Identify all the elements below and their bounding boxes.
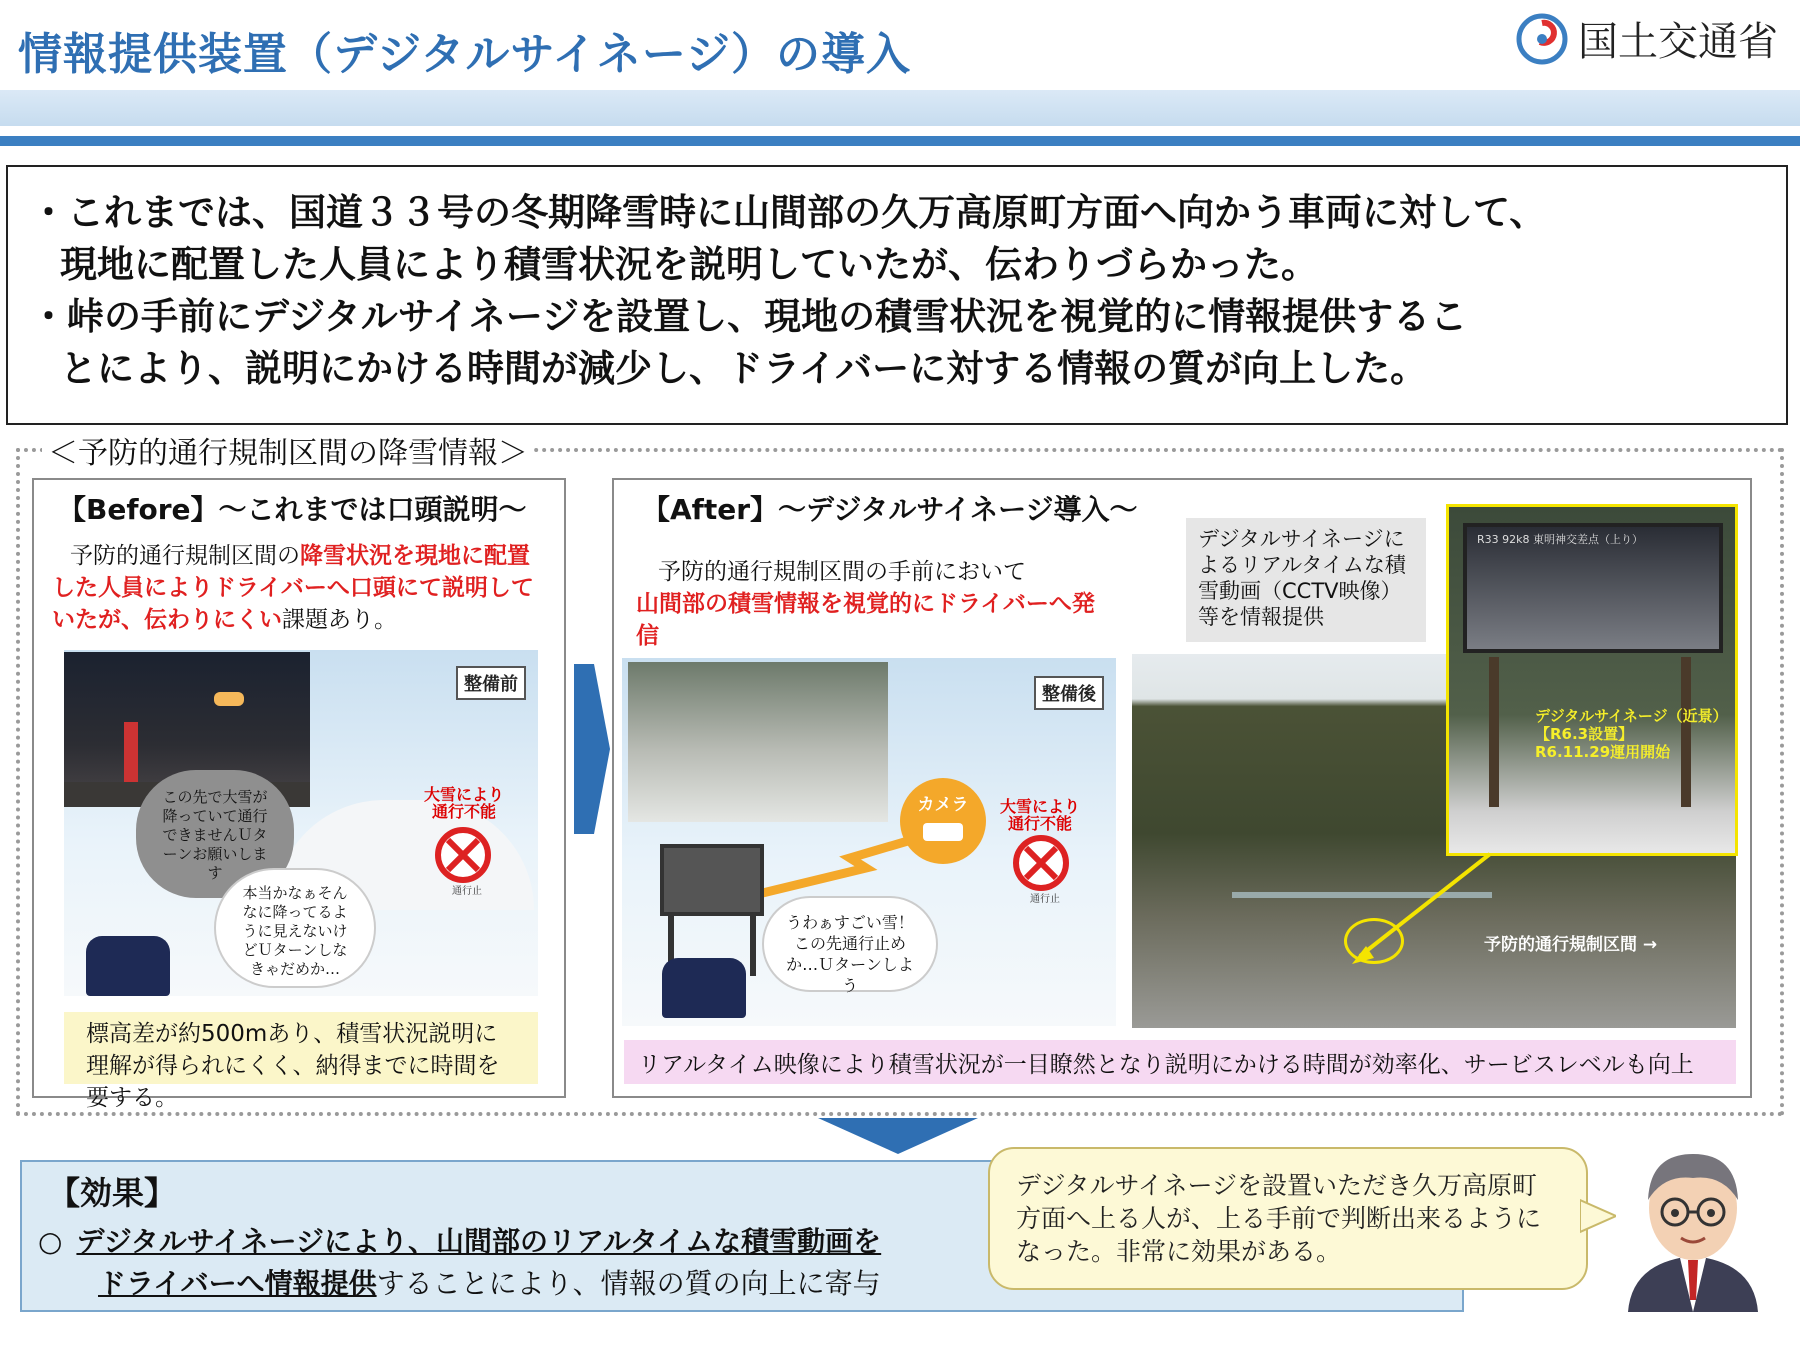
camera-icon xyxy=(923,823,963,841)
after-description xyxy=(636,556,1116,652)
signal-lightning-icon xyxy=(740,832,920,902)
before-sign-text: 大雪により通行不能 xyxy=(424,785,505,821)
summary-box xyxy=(6,165,1788,425)
before-text-red: 降雪状況を現地に配置した人員によりドライバーへ口頭にて説明していたが、伝わりにくい xyxy=(52,543,534,633)
signage-caption xyxy=(1535,707,1728,761)
effect-line2-bold: ドライバーへ情報提供 xyxy=(98,1267,377,1300)
driver-thought-bubble xyxy=(762,896,938,995)
bubble-tail xyxy=(1580,1196,1616,1236)
effect-mark: ○ xyxy=(38,1225,63,1258)
after-scene-illustration xyxy=(622,658,1116,1026)
summary-line: ・峠の手前にデジタルサイネージを設置し、現地の積雪状況を視覚的に情報提供するこ xyxy=(30,295,1468,338)
road-closed-sign-icon xyxy=(434,826,492,884)
summary-line: 現地に配置した人員により積雪状況を説明していたが、伝わりづらかった。 xyxy=(60,243,1318,286)
road-closed-sign-icon xyxy=(1012,834,1070,892)
snow-road-photo xyxy=(628,662,888,822)
signage-caption-2: 【R6.3設置】 xyxy=(1535,725,1634,743)
page-title: 情報提供装置（デジタルサイネージ）の導入 xyxy=(18,29,911,80)
car-shape xyxy=(662,958,746,1018)
header-rule xyxy=(0,136,1800,146)
before-note: 標高差が約500mあり、積雪状況説明に理解が得られにくく、納得までに時間を要する。 xyxy=(64,1012,538,1084)
after-info-box: デジタルサイネージによるリアルタイムな積雪動画（CCTV映像）等を情報提供 xyxy=(1186,518,1426,642)
after-text-lead: 予防的通行規制区間の手前において xyxy=(658,559,1026,585)
driver-thought-bubble xyxy=(214,868,376,988)
section-label: ＜予防的通行規制区間の降雪情報＞ xyxy=(42,428,534,472)
after-text-red: 山間部の積雪情報を視覚的にドライバーへ発信 xyxy=(636,591,1095,649)
pointer-line xyxy=(1340,850,1500,970)
after-driver-text: うわぁすごい雪！この先通行止めか…Ｕターンしよう xyxy=(786,913,914,995)
signage-screen xyxy=(1463,523,1723,653)
before-sign-small: 通行止 xyxy=(452,886,482,897)
after-sign-small: 通行止 xyxy=(1030,894,1060,905)
signage-closeup-photo xyxy=(1446,504,1738,856)
driver-thought-text: 本当かなぁそんなに降ってるように見えないけどＵターンしなきゃだめか… xyxy=(242,884,348,978)
summary-line: ・これまでは、国道３３号の冬期降雪時に山間部の久万高原町方面へ向かう車両に対して、 xyxy=(30,191,1547,234)
after-heading: 【After】～デジタルサイネージ導入～ xyxy=(642,493,1138,526)
before-scene-label: 整備前 xyxy=(456,666,526,700)
comment-bubble xyxy=(988,1147,1588,1290)
signage-caption-1: デジタルサイネージ（近景） xyxy=(1535,707,1728,725)
car-shape xyxy=(86,936,170,996)
effect-line2-tail: することにより、情報の質の向上に寄与 xyxy=(376,1267,881,1300)
official-avatar xyxy=(1618,1140,1768,1312)
after-scene-label: 整備後 xyxy=(1034,676,1104,710)
road-label: 予防的通行規制区間 → xyxy=(1484,935,1658,955)
effect-line-2 xyxy=(98,1262,881,1306)
signage-caption-3: R6.11.29運用開始 xyxy=(1535,743,1671,761)
effect-line-1 xyxy=(38,1220,881,1264)
right-arrow-icon xyxy=(574,664,610,834)
ministry-logo xyxy=(1516,10,1778,67)
header-band xyxy=(0,90,1800,126)
mlit-emblem-icon xyxy=(1516,13,1568,65)
before-description xyxy=(52,540,552,636)
after-sign-text: 大雪により通行不能 xyxy=(1000,797,1081,833)
staff-speech-text: この先で大雪が降っていて通行できませんＵターンお願いします xyxy=(162,788,268,882)
official-avatar-icon xyxy=(1618,1140,1768,1312)
before-text-lead: 予防的通行規制区間の xyxy=(70,543,300,569)
down-arrow-icon xyxy=(818,1118,978,1154)
effect-heading: 【効果】 xyxy=(48,1174,177,1212)
camera-label: カメラ xyxy=(917,795,969,815)
signage-screen-text: R33 92k8 東明神交差点（上り） xyxy=(1477,533,1643,546)
effect-line1-bold: デジタルサイネージにより、山間部のリアルタイムな積雪動画を xyxy=(76,1225,882,1258)
after-note: リアルタイム映像により積雪状況が一目瞭然となり説明にかける時間が効率化、サービスレベルも向上 xyxy=(624,1040,1736,1084)
before-scene-illustration xyxy=(64,650,538,996)
before-text-tail: 課題あり。 xyxy=(282,607,397,633)
summary-line: とにより、説明にかける時間が減少し、ドライバーに対する情報の質が向上した。 xyxy=(60,347,1428,390)
ministry-name: 国土交通省 xyxy=(1578,19,1778,65)
signage-pole xyxy=(750,916,756,976)
signage-leg xyxy=(1489,657,1499,807)
before-heading: 【Before】～これまでは口頭説明～ xyxy=(58,493,527,526)
signage-board xyxy=(660,844,764,916)
comment-text: デジタルサイネージを設置いただき久万高原町方面へ上る人が、上る手前で判断出来るようになった。非常に効果がある。 xyxy=(1016,1171,1542,1266)
